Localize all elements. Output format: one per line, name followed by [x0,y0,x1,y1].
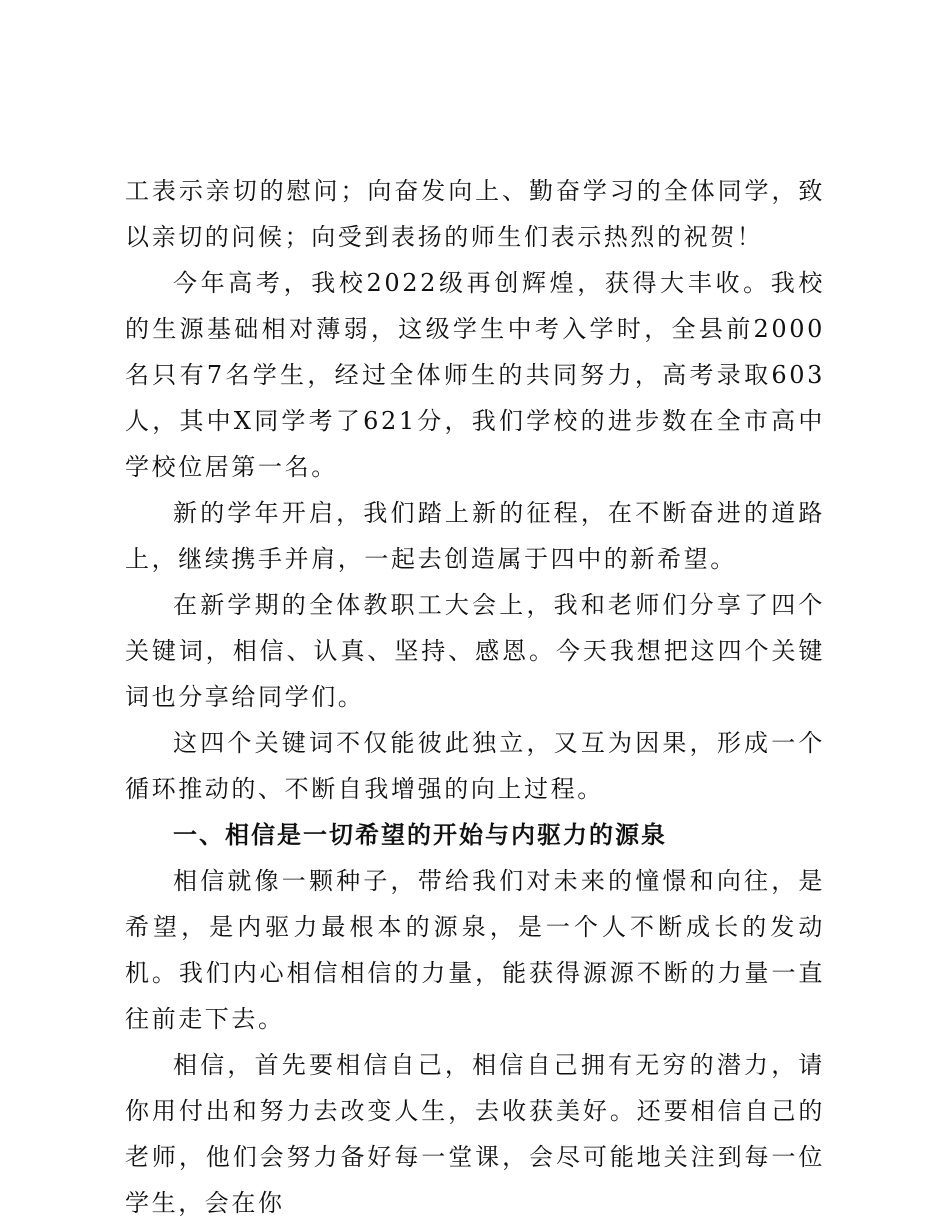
paragraph-believe-seed: 相信就像一颗种子，带给我们对未来的憧憬和向往，是希望，是内驱力最根本的源泉，是一个人不断成长的发动机。我们内心相信相信的力量，能获得源源不断的力量一直往前走下去。 [125,867,825,1033]
paragraph-keywords-relation: 这四个关键词不仅能彼此独立，又互为因果，形成一个循环推动的、不断自我增强的向上过程。 [125,729,825,803]
document-body [125,168,825,1226]
paragraph-continuation: 工表示亲切的慰问；向奋发向上、勤奋学习的全体同学，致以亲切的问候；向受到表扬的师生们表示热烈的祝贺！ [125,177,825,251]
paragraph-believe-self: 相信，首先要相信自己，相信自己拥有无穷的潜力，请你用付出和努力去改变人生，去收获美好。还要相信自己的老师，他们会努力备好每一堂课，会尽可能地关注到每一位学生，会在你 [125,1051,825,1217]
paragraph-gaokao-results: 今年高考，我校2022级再创辉煌，获得大丰收。我校的生源基础相对薄弱，这级学生中考入学时，全县前2000名只有7名学生，经过全体师生的共同努力，高考录取603人，其中X同学考了621分，我们学校的进步数在全市高中学校位居第一名。 [125,269,825,481]
paragraph-four-keywords: 在新学期的全体教职工大会上，我和老师们分享了四个关键词，相信、认真、坚持、感恩。今天我想把这四个关键词也分享给同学们。 [125,591,825,711]
paragraph-new-semester: 新的学年开启，我们踏上新的征程，在不断奋进的道路上，继续携手并肩，一起去创造属于四中的新希望。 [125,499,825,573]
section-heading-believe: 一、相信是一切希望的开始与内驱力的源泉 [173,821,667,849]
